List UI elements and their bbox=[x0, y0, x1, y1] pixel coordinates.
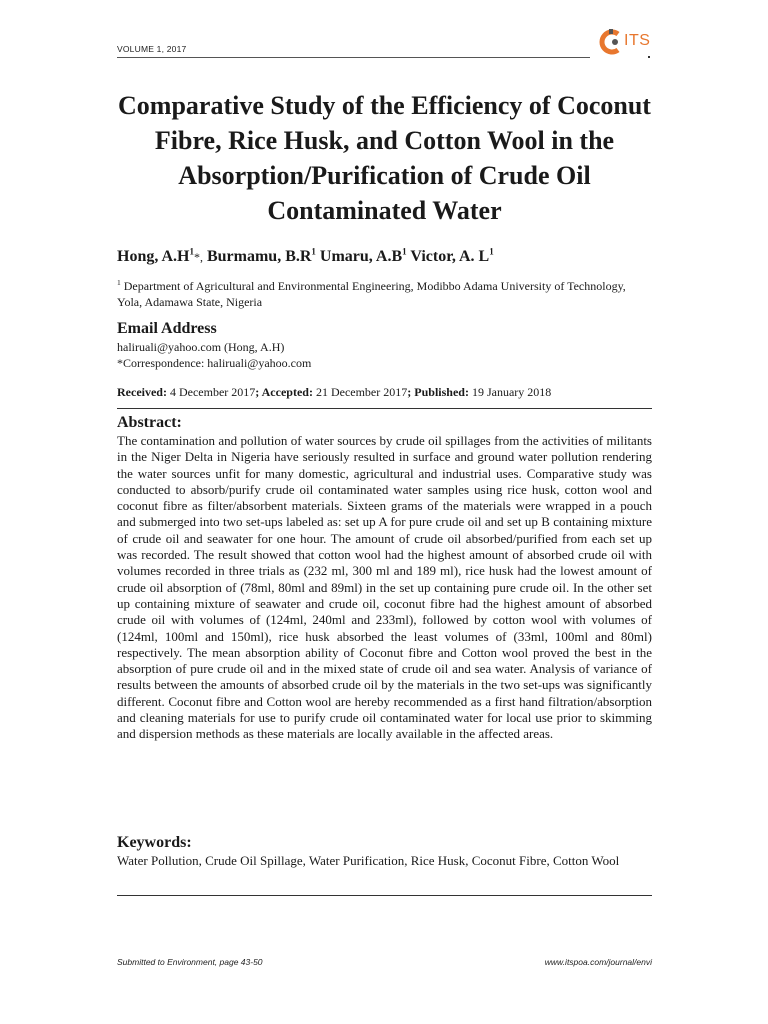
received-date: 4 December 2017 bbox=[166, 385, 256, 399]
correspondence-email: *Correspondence: haliruali@yahoo.com bbox=[117, 356, 312, 370]
header-rule bbox=[117, 57, 590, 58]
footer-citation: Submitted to Environment, page 43-50 bbox=[117, 957, 263, 967]
published-label: ; Published: bbox=[407, 385, 469, 399]
author-affil-sup: 1 bbox=[311, 246, 316, 257]
keywords-heading: Keywords: bbox=[117, 834, 192, 851]
accepted-label: ; Accepted: bbox=[255, 385, 313, 399]
logo-mark-icon bbox=[598, 28, 624, 56]
email-address: haliruali@yahoo.com (Hong, A.H) bbox=[117, 340, 285, 354]
page-header bbox=[117, 32, 652, 62]
affiliation-text: Department of Agricultural and Environmental Engineering, Modibbo Adama University of Technology, Yola, Adamawa State, Nigeria bbox=[117, 279, 626, 309]
author-name: Victor, A. L bbox=[406, 248, 490, 265]
accepted-date: 21 December 2017 bbox=[312, 385, 408, 399]
footer-url[interactable]: www.itspoa.com/journal/envi bbox=[544, 957, 652, 967]
affiliation-sup: 1 bbox=[117, 278, 121, 287]
journal-logo bbox=[590, 26, 652, 60]
keywords-text: Water Pollution, Crude Oil Spillage, Water Purification, Rice Husk, Coconut Fibre, Cotton Wool bbox=[117, 853, 620, 868]
affiliation bbox=[117, 275, 652, 310]
author-list bbox=[117, 248, 652, 266]
section-divider bbox=[117, 408, 652, 409]
author-affil-sup: 1 bbox=[402, 246, 407, 257]
abstract-text: The contamination and pollution of water sources by crude oil spillages from the activities of militants in the Niger Delta in Nigeria have seriously resulted in surface and ground water pollution rendering the water sources unfit for many domestic, agricultural and industrial uses. Comparative study was conducted to absorb/purify crude oil contaminated water samples using rice husk, cotton wool and coconut fibre as filter/absorbent materials. Sixteen grams of the materials were wrapped in a pouch and submerged into two set-ups labeled as: set up A for pure crude oil and set up B containing mixture of crude oil and seawater for one hour. The amount of crude oil absorbed/purified from each set up was recorded. The result showed that cotton wool had the highest amount of absorbed crude oil with volumes recorded in three trials as (232 ml, 300 ml and 189 ml), rice husk had the lowest amount of crude oil absorption of (78ml, 80ml and 89ml) in the set up containing pure crude oil. In the other set up containing mixture of seawater and crude oil, coconut fibre had the highest amount of absorbed crude oil with volumes of (124ml, 240ml and 233ml), followed by cotton wool with volumes of (124ml, 100ml and 150ml), rice husk absorbed the least volumes of (33ml, 100ml and 80ml) respectively. The mean absorption ability of Coconut fibre and Cotton wool proved the best in the absorption of pure crude oil and in the mixed state of crude oil and sea water. Analysis of variance of results between the amounts of absorbed crude oil by the materials in the two set-ups was significantly different. Coconut fibre and Cotton wool are hereby recommended as a first hand filtration/absorption and cleaning materials for use to purify crude oil contaminated water for local use prior to skimming and dispersion methods as these materials are locally available in the affected areas. bbox=[117, 433, 652, 742]
abstract-heading: Abstract: bbox=[117, 414, 182, 431]
author-name: Hong, A.H bbox=[117, 248, 190, 265]
author-name: Burmamu, B.R bbox=[202, 248, 312, 265]
published-date: 19 January 2018 bbox=[468, 385, 552, 399]
logo-dot bbox=[648, 56, 650, 58]
author-affil-sup: 1 bbox=[489, 246, 494, 257]
email-heading: Email Address bbox=[117, 320, 217, 337]
author-affil-sup: 1 bbox=[189, 246, 194, 257]
received-label: Received: bbox=[117, 385, 167, 399]
logo-text: ITS bbox=[624, 32, 651, 49]
volume-label: VOLUME 1, 2017 bbox=[117, 44, 187, 54]
section-divider bbox=[117, 895, 652, 896]
paper-title: Comparative Study of the Efficiency of Coconut Fibre, Rice Husk, and Cotton Wool in the Absorption/Purification of Crude Oil Contaminated Water bbox=[118, 91, 651, 225]
author-name: Umaru, A.B bbox=[315, 248, 403, 265]
publication-dates bbox=[117, 385, 551, 400]
corresponding-mark: *, bbox=[193, 250, 203, 264]
